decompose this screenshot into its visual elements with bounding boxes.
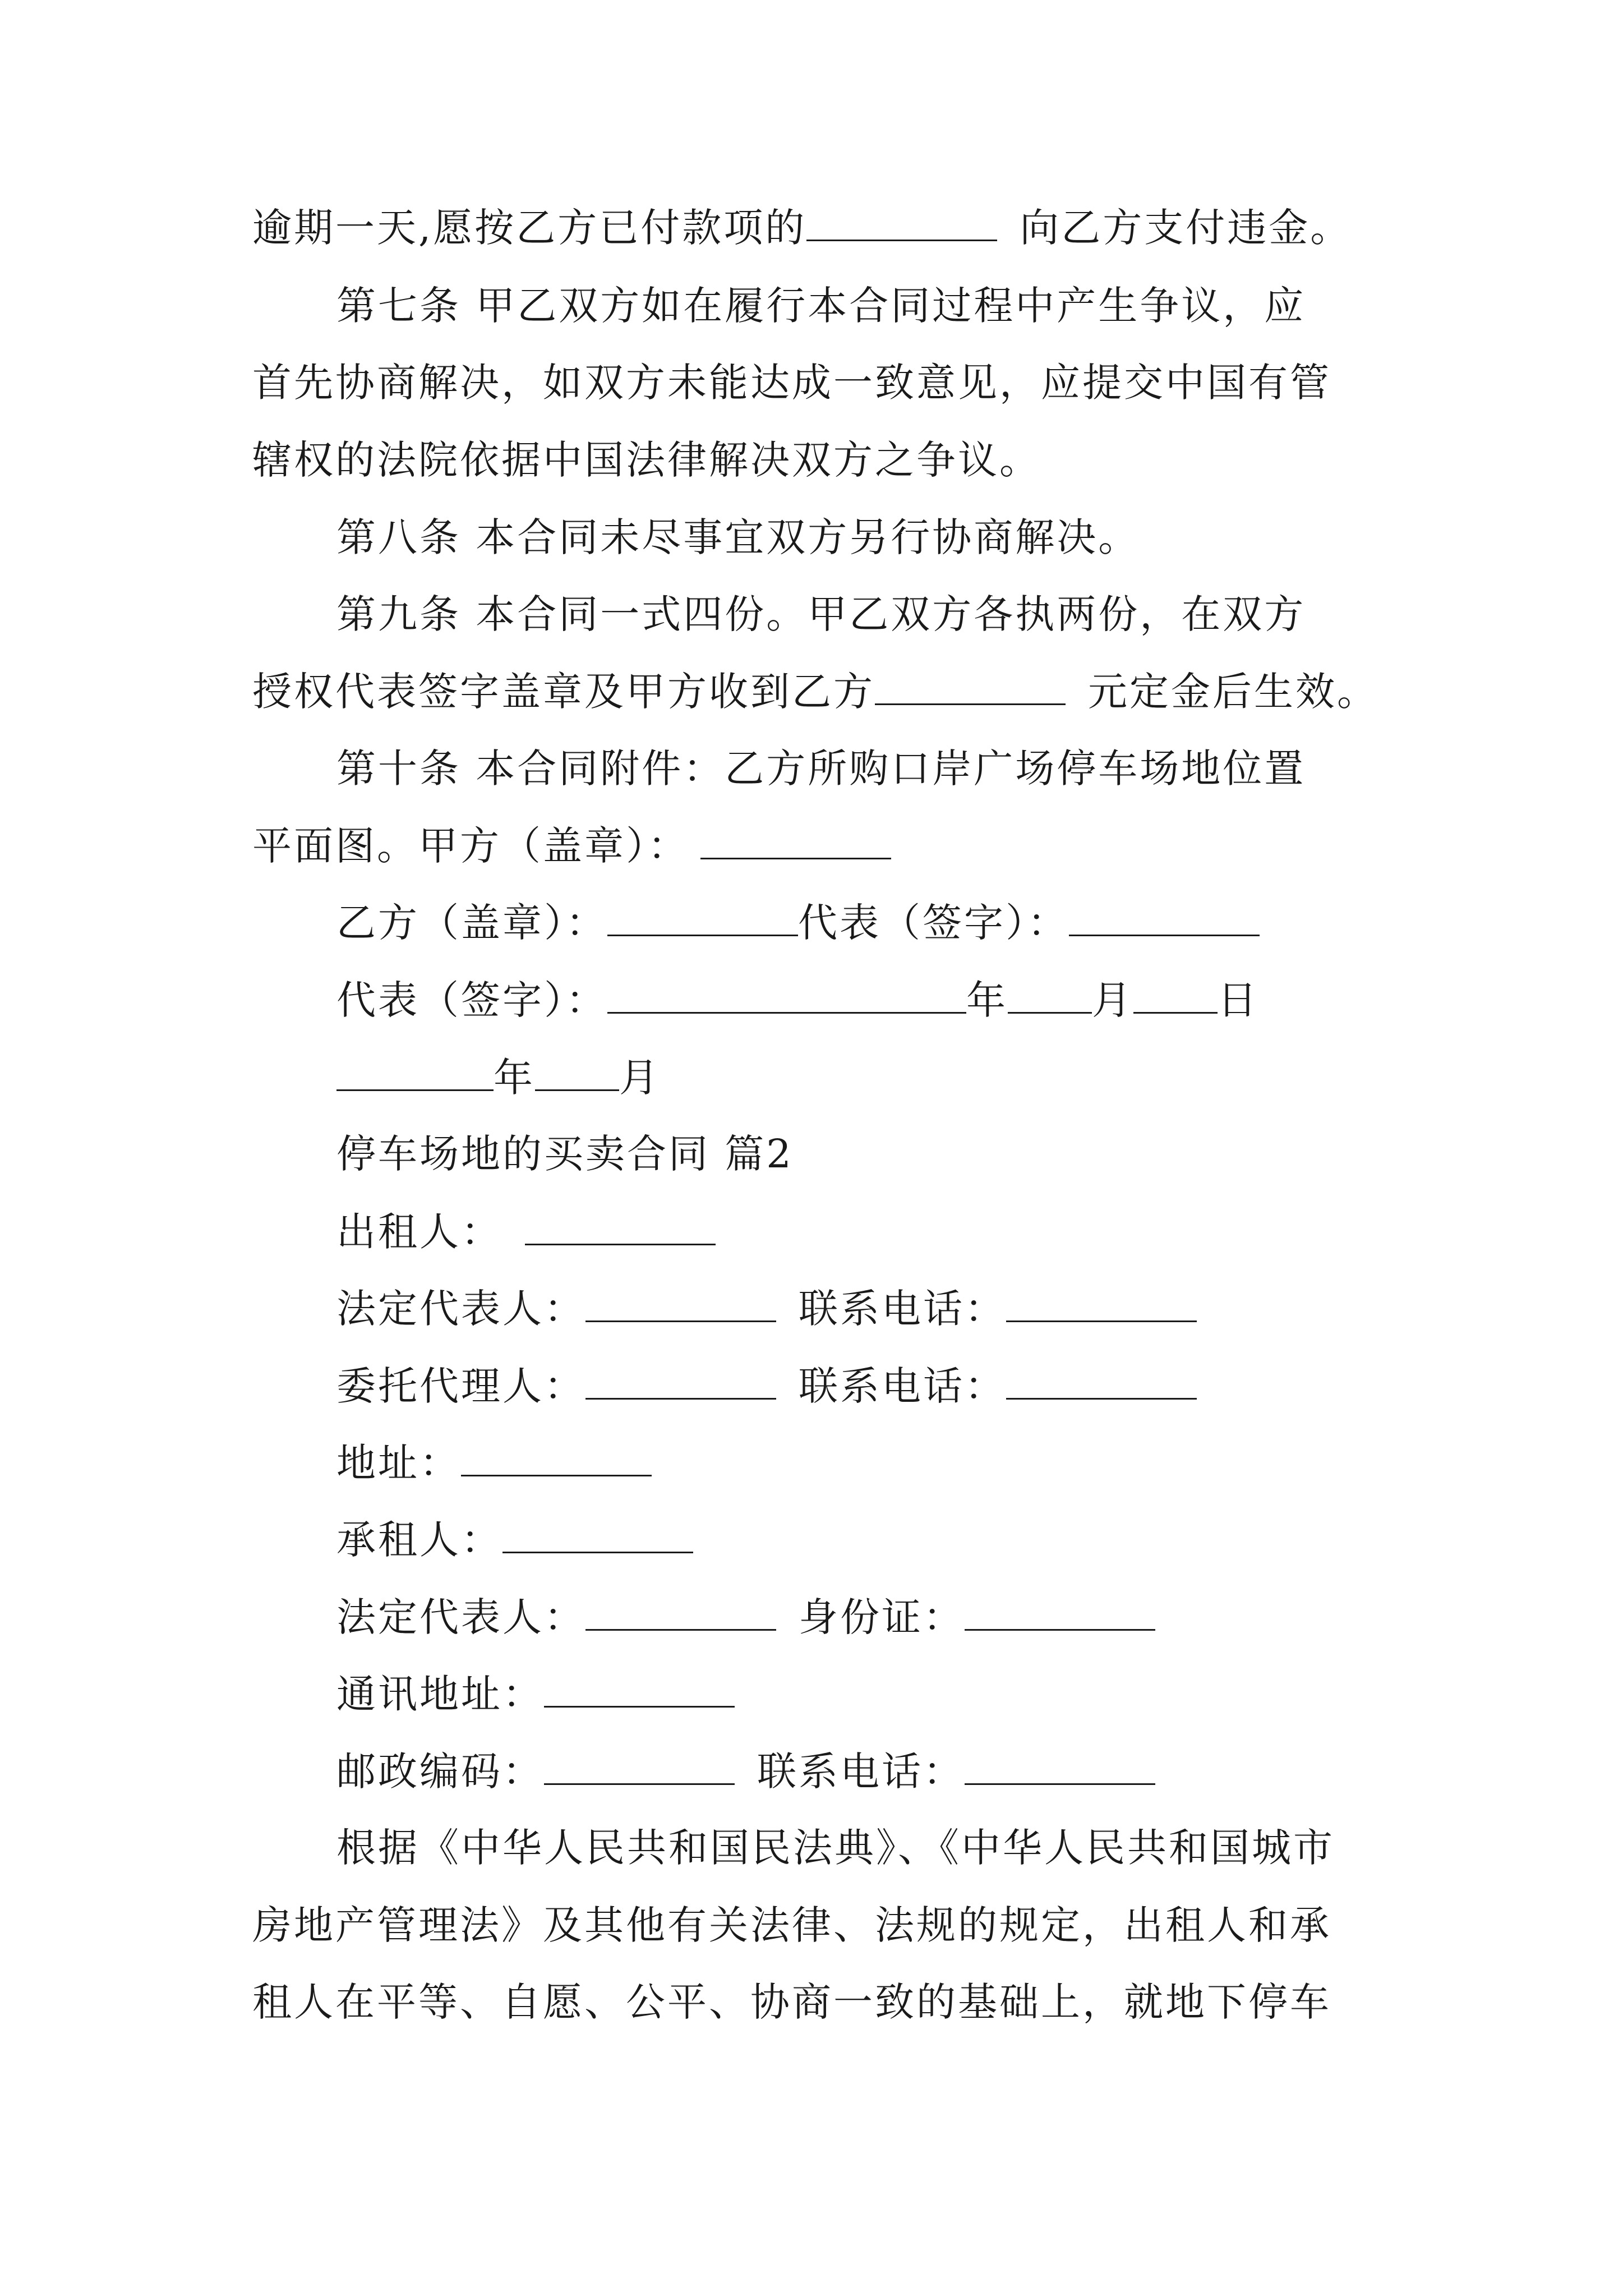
text-segment: 日 [1218,977,1259,1023]
fill-blank [585,1594,776,1631]
text-line [336,1517,693,1562]
text-segment: 邮政编码： [336,1749,544,1795]
text-line: 房地产管理法》及其他有关法律、法规的规定，出租人和承 [252,1902,1331,1948]
fill-blank [1006,1286,1197,1322]
fill-blank [502,1517,693,1553]
fill-blank [544,1671,735,1708]
fill-blank [607,977,966,1014]
fill-blank [585,1286,776,1322]
text-segment: 联系电话： [799,1363,1006,1409]
text-line [336,1209,716,1254]
text-segment: 乙方（盖章）： [336,900,607,946]
text-segment: 年 [494,1055,535,1101]
fill-blank [544,1749,735,1785]
fill-blank [965,1749,1155,1785]
text-line: 第八条 本合同未尽事宜双方另行协商解决。 [336,514,1140,560]
fill-blank [525,1209,716,1245]
text-segment: 平面图。甲方（盖章）： [252,823,689,869]
text-line [336,1363,1197,1408]
text-line [252,669,1378,714]
text-segment: 法定代表人： [336,1594,585,1640]
fill-blank [700,823,891,859]
text-line: 第七条 甲乙双方如在履行本合同过程中产生争议，应 [336,283,1306,329]
fill-blank [1006,1363,1197,1400]
fill-blank [1133,977,1218,1014]
text-segment: 代表（签字）： [336,977,607,1023]
text-segment: 承租人： [336,1517,502,1563]
text-segment: 法定代表人： [336,1286,585,1332]
fill-blank [535,1055,619,1091]
text-line [336,1749,1155,1793]
text-line [252,205,1352,250]
text-segment: 逾期一天,愿按乙方已付款项的 [252,205,807,251]
fill-blank [461,1440,652,1476]
text-segment: 向乙方支付违金。 [1020,205,1352,251]
text-line [336,1671,735,1716]
fill-blank [806,205,997,241]
fill-blank [607,900,798,936]
text-line [336,1286,1197,1331]
text-line: 辖权的法院依据中国法律解决双方之争议。 [252,437,1041,483]
section-heading: 停车场地的买卖合同 篇2 [336,1131,794,1177]
text-line [252,823,891,868]
fill-blank [875,669,1066,705]
text-line: 首先协商解决，如双方未能达成一致意见，应提交中国有管 [252,360,1331,406]
text-segment: 出租人： [336,1209,502,1255]
text-segment: 委托代理人： [336,1363,585,1409]
text-line [336,977,1259,1022]
text-line: 第九条 本合同一式四份。甲乙双方各执两份，在双方 [336,591,1306,637]
fill-blank [965,1594,1155,1631]
fill-blank [1069,900,1260,936]
text-line [336,1440,652,1485]
text-segment: 身份证： [799,1594,965,1640]
text-line [336,1594,1155,1639]
fill-blank [336,1055,494,1091]
text-line: 租人在平等、自愿、公平、协商一致的基础上，就地下停车 [252,1979,1331,2025]
text-line [336,1055,661,1099]
text-segment: 元定金后生效。 [1088,669,1378,715]
text-line: 第十条 本合同附件：乙方所购口岸广场停车场地位置 [336,746,1306,792]
fill-blank [1008,977,1092,1014]
text-segment: 年 [966,977,1008,1023]
text-segment: 联系电话： [757,1749,965,1795]
fill-blank [585,1363,776,1400]
text-segment: 授权代表签字盖章及甲方收到乙方 [252,669,875,715]
text-segment: 联系电话： [799,1286,1006,1332]
text-segment: 代表（签字）： [798,900,1069,946]
text-segment: 地址： [336,1440,461,1486]
text-segment: 月 [619,1055,661,1101]
text-line [336,900,1260,945]
text-segment: 月 [1092,977,1133,1023]
text-line: 根据《中华人民共和国民法典》、《中华人民共和国城市 [336,1825,1335,1871]
text-segment: 通讯地址： [336,1671,544,1717]
